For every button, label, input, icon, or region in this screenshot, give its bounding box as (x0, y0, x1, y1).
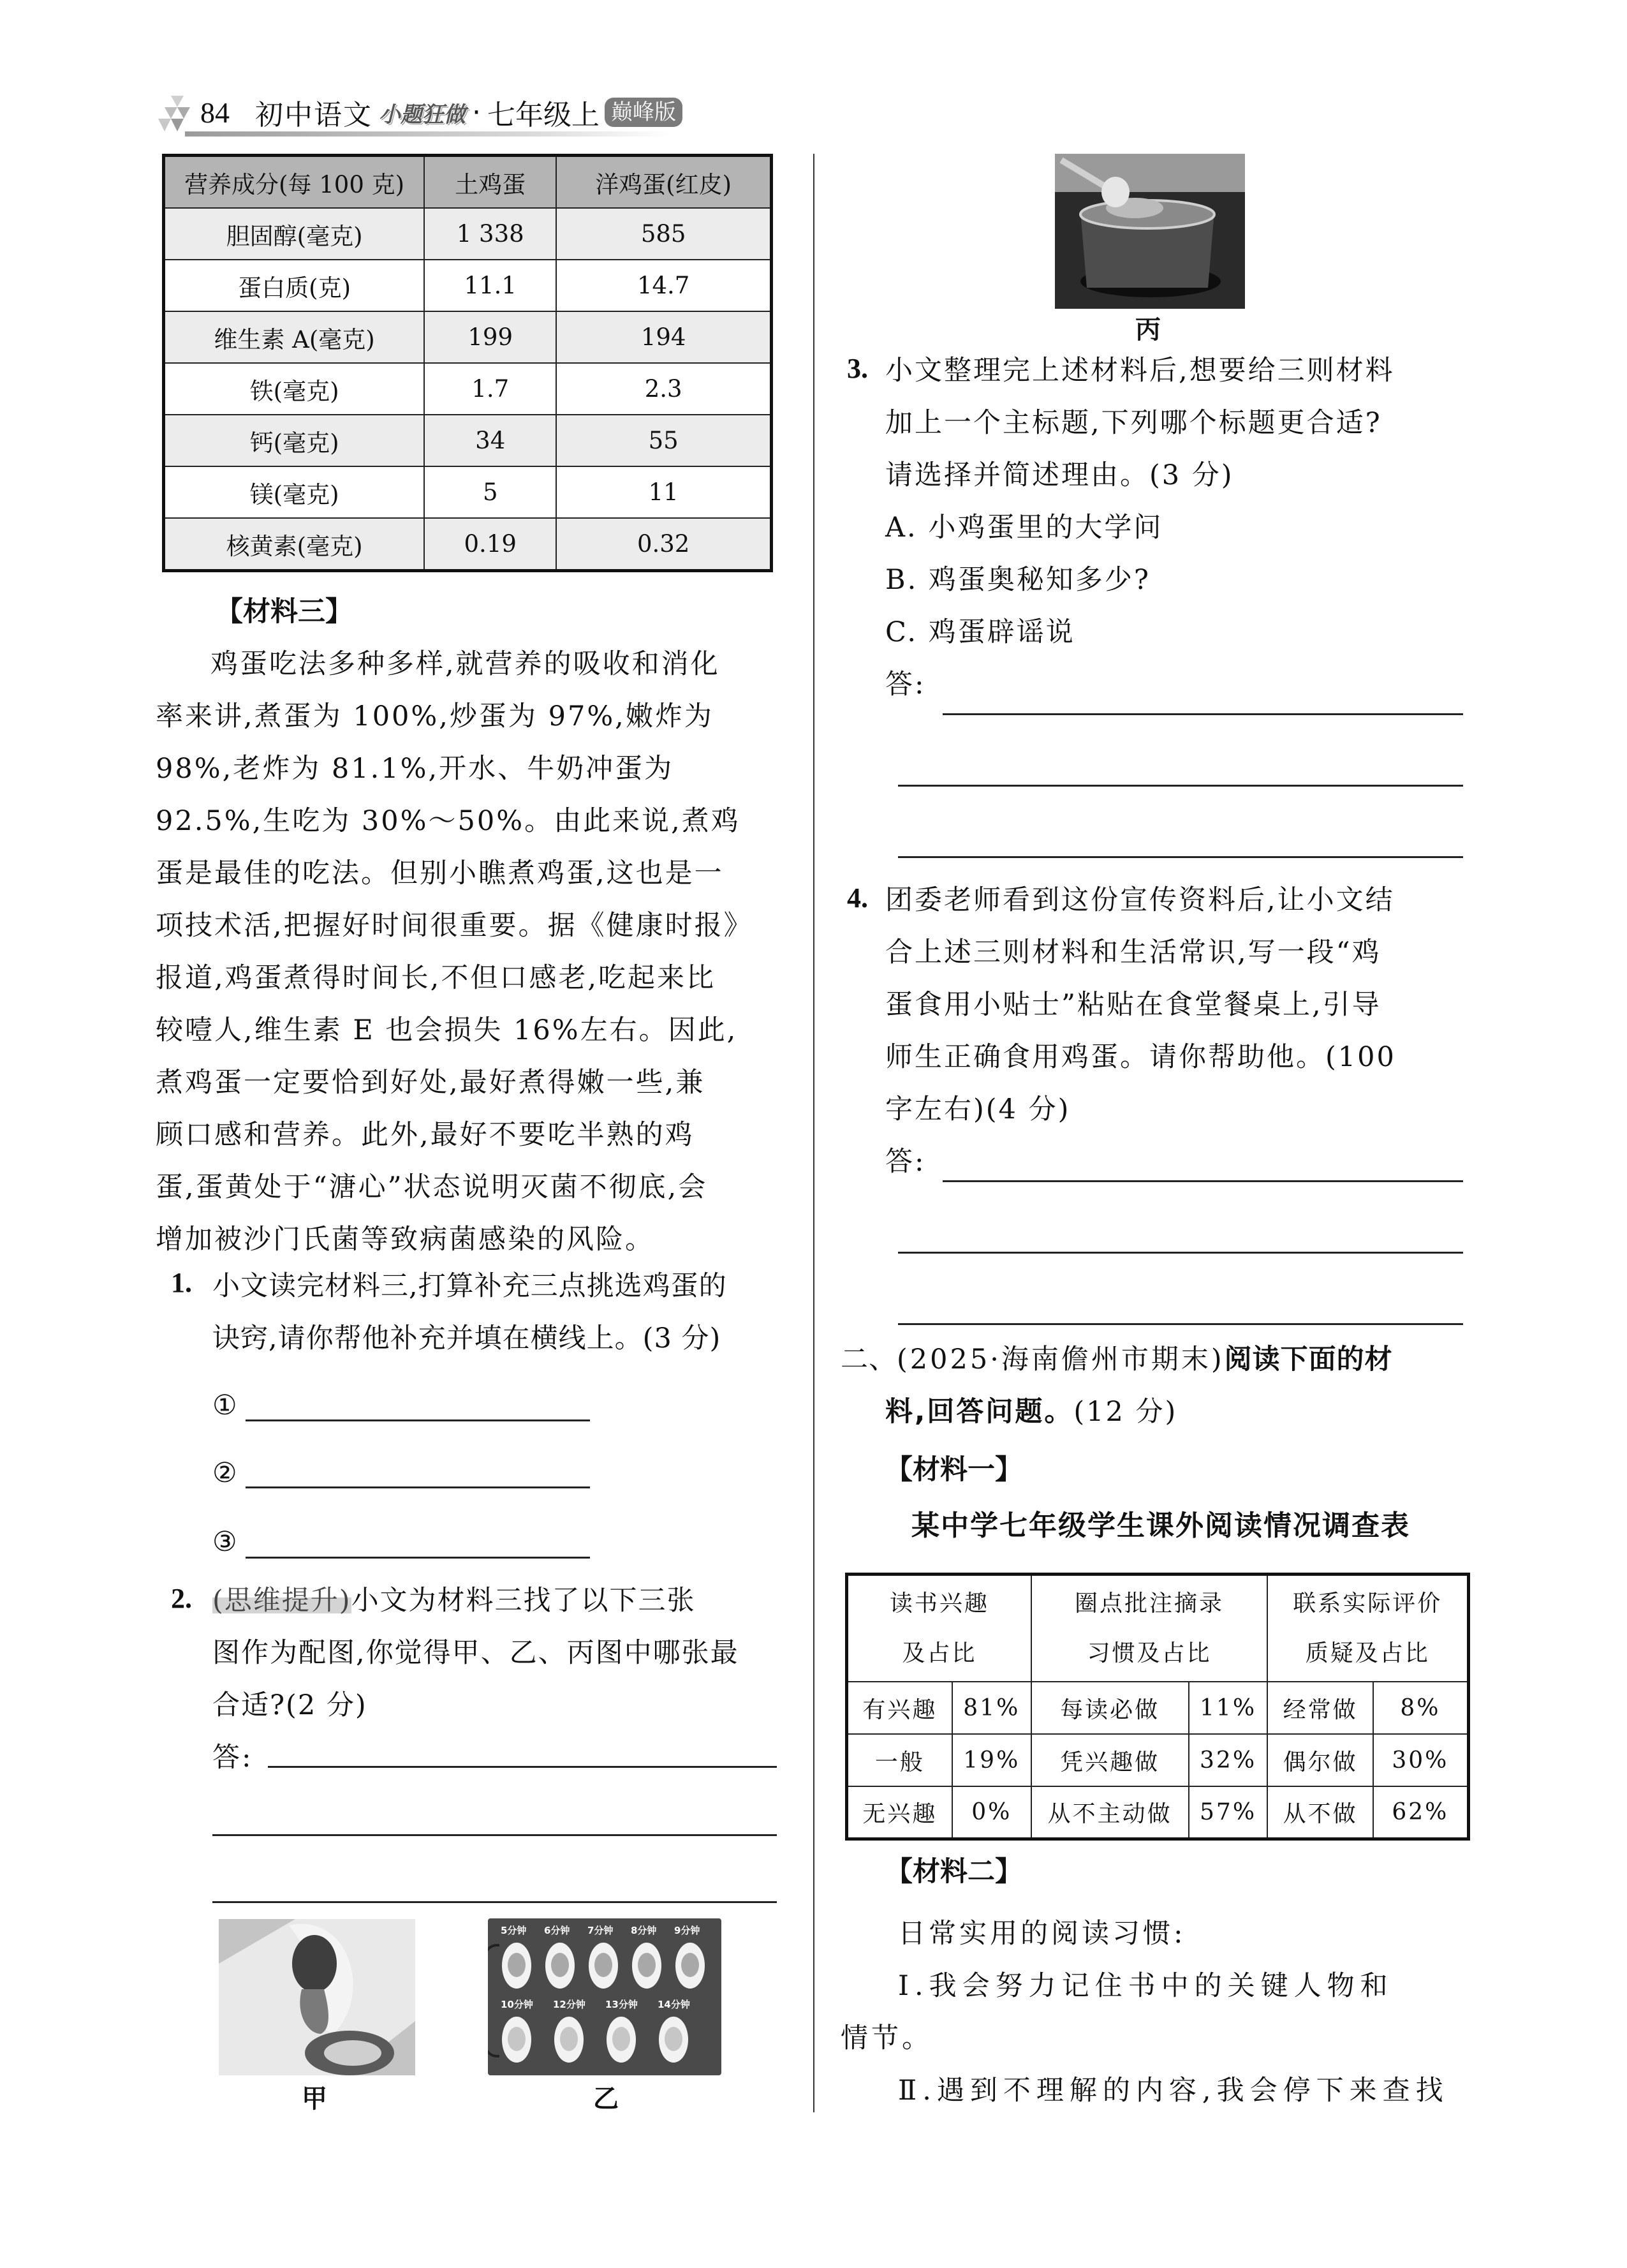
paragraph-line: 蛋,蛋黄处于“溏心”状态说明灭菌不彻底,会 (156, 1171, 708, 1203)
column-header: 洋鸡蛋(红皮) (556, 156, 771, 209)
answer-label: 答: (212, 1742, 253, 1774)
answer-line[interactable] (268, 1766, 777, 1768)
material2-item-1: Ⅰ.我会努力记住书中的关键人物和 (898, 1970, 1394, 2002)
table-cell: 11.1 (424, 260, 556, 311)
paragraph-line: 98%,老炸为 81.1%,开水、牛奶冲蛋为 (156, 753, 674, 785)
figure-jia-caption: 甲 (302, 2084, 327, 2114)
material2-item-2: Ⅱ.遇到不理解的内容,我会停下来查找 (898, 2075, 1449, 2107)
table-cell: 19% (952, 1734, 1031, 1786)
boiled-egg-half (554, 2017, 584, 2063)
paragraph-line: 顾口感和营养。此外,最好不要吃半熟的鸡 (156, 1119, 695, 1151)
column-header (1031, 1575, 1268, 1682)
table-cell: 57% (1189, 1786, 1268, 1839)
question-number: 2. (171, 1583, 192, 1614)
boiled-egg-half (607, 2017, 636, 2063)
question-first-line (212, 1575, 786, 1627)
table-cell: 5 (424, 466, 556, 518)
board-handle (488, 1944, 499, 2057)
boiled-egg-half (589, 1943, 618, 1989)
paragraph-line: 较噎人,维生素 E 也会损失 16%左右。因此, (156, 1014, 738, 1046)
material2-item-1-cont: 情节。 (841, 2022, 932, 2054)
table-cell: 经常做 (1267, 1682, 1373, 1734)
table-cell: 0% (952, 1786, 1031, 1839)
question-number: 4. (847, 882, 868, 914)
answer-label: 答: (885, 1146, 926, 1178)
question-text-line: 合适?(2 分) (212, 1689, 367, 1721)
header-line: 圈点批注摘录 (1075, 1590, 1225, 1617)
table-row (164, 260, 772, 311)
book-title: 初中语文 (255, 99, 372, 131)
table-cell: 199 (424, 311, 556, 363)
table-cell: 14.7 (556, 260, 771, 311)
table-cell: 一般 (847, 1734, 952, 1786)
answer-line[interactable] (898, 1252, 1463, 1254)
material2-label: 【材料二】 (885, 1856, 1022, 1888)
question-text-line: 字左右)(4 分) (885, 1093, 1071, 1125)
question-text-line: 加上一个主标题,下列哪个标题更合适? (885, 407, 1382, 439)
answer-line[interactable] (898, 856, 1463, 858)
table-cell: 0.19 (424, 518, 556, 571)
table-cell: 194 (556, 311, 771, 363)
egg-time-label: 7分钟 (587, 1925, 614, 1936)
answer-line[interactable] (212, 1901, 777, 1903)
egg-time-label: 5分钟 (501, 1925, 527, 1936)
egg-time-label: 6分钟 (544, 1925, 570, 1936)
figure-jia-image (219, 1919, 415, 2075)
table-cell: 34 (424, 415, 556, 466)
table-cell: 62% (1373, 1786, 1469, 1839)
egg-yolk (508, 2027, 526, 2051)
paragraph-line: 煮鸡蛋一定要恰到好处,最好煮得嫩一些,兼 (156, 1067, 705, 1099)
table-row (164, 363, 772, 415)
table-cell: 0.32 (556, 518, 771, 571)
section-instruction-cont: 料,回答问题。 (885, 1396, 1074, 1428)
question-text-line: 蛋食用小贴士”粘贴在食堂餐桌上,引导 (885, 989, 1381, 1021)
table-cell: 11% (1189, 1682, 1268, 1734)
table-cell: 585 (556, 208, 771, 260)
egg-time-label: 12分钟 (553, 1999, 585, 2010)
table-cell: 2.3 (556, 363, 771, 415)
table-cell: 每读必做 (1031, 1682, 1189, 1734)
table-cell: 32% (1189, 1734, 1268, 1786)
question-text-line: 小文读完材料三,打算补充三点挑选鸡蛋的 (212, 1270, 727, 1302)
edition-badge: 巅峰版 (605, 98, 682, 127)
header-separator: · (472, 96, 481, 129)
pot-with-egg-photo-icon (1055, 154, 1245, 309)
table-cell: 无兴趣 (847, 1786, 952, 1839)
table-cell: 镁(毫克) (164, 466, 425, 518)
answer-label: 答: (885, 669, 926, 700)
question-number: 3. (847, 353, 868, 384)
table-cell: 胆固醇(毫克) (164, 208, 425, 260)
table-cell: 核黄素(毫克) (164, 518, 425, 571)
nutrition-table-header (164, 156, 772, 209)
question-text-line: 师生正确食用鸡蛋。请你帮助他。(100 (885, 1041, 1396, 1073)
boiled-egg-half (675, 1943, 705, 1989)
thinking-tag: (思维提升) (212, 1585, 351, 1617)
figure-bing-image (1055, 154, 1245, 309)
option-b[interactable]: B. 鸡蛋奥秘知多少? (885, 564, 1151, 596)
egg-yolk (594, 1953, 612, 1977)
table-cell: 凭兴趣做 (1031, 1734, 1189, 1786)
answer-line[interactable] (943, 1180, 1463, 1182)
egg-time-label: 8分钟 (631, 1925, 657, 1936)
table-cell: 1.7 (424, 363, 556, 415)
table-row (164, 208, 772, 260)
question-number: 1. (171, 1267, 192, 1298)
paragraph-line: 率来讲,煮蛋为 100%,炒蛋为 97%,嫩炸为 (156, 700, 714, 732)
column-header (847, 1575, 1031, 1682)
header-triangle-decoration-icon (158, 96, 196, 134)
option-c[interactable]: C. 鸡蛋辟谣说 (885, 616, 1075, 648)
section-instruction: 阅读下面的材 (1224, 1344, 1393, 1375)
paragraph-line: 鸡蛋吃法多种多样,就营养的吸收和消化 (210, 648, 720, 680)
egg-yolk (508, 1953, 526, 1977)
blank-marker: ③ (212, 1526, 239, 1558)
table-cell: 钙(毫克) (164, 415, 425, 466)
header-line: 联系实际评价 (1293, 1590, 1443, 1617)
cracked-egg-photo-icon (219, 1919, 415, 2075)
egg-yolk (612, 2027, 630, 2051)
material3-paragraph (156, 638, 781, 1266)
option-a[interactable]: A. 小鸡蛋里的大学问 (885, 512, 1163, 544)
boiled-egg-half (659, 2017, 688, 2063)
question-text-line: 小文整理完上述材料后,想要给三则材料 (885, 355, 1395, 387)
answer-blank-1[interactable] (246, 1419, 590, 1421)
header-line: 习惯及占比 (1087, 1640, 1212, 1666)
column-divider (813, 154, 814, 2112)
table-row (164, 518, 772, 571)
table-row (847, 1682, 1469, 1734)
page-number: 84 (200, 96, 230, 129)
survey-table (845, 1573, 1470, 1841)
paragraph-line: 92.5%,生吃为 30%～50%。由此来说,煮鸡 (156, 805, 740, 837)
question-text-line: 请选择并简述理由。(3 分) (885, 459, 1234, 491)
table-row (847, 1786, 1469, 1839)
boiled-eggs-photo (488, 1918, 721, 2075)
table-cell: 蛋白质(克) (164, 260, 425, 311)
answer-line[interactable] (212, 1834, 777, 1836)
brand-logo: 小题狂做 (379, 101, 466, 128)
section-number: 二、 (841, 1344, 897, 1375)
answer-blank-3[interactable] (246, 1557, 590, 1559)
egg-yolk (551, 1953, 569, 1977)
boiled-egg-half (545, 1943, 575, 1989)
question-text-line: 团委老师看到这份宣传资料后,让小文结 (885, 884, 1395, 916)
boiled-egg-half (502, 2017, 531, 2063)
figure-yi-caption: 乙 (593, 2084, 619, 2114)
survey-header-row (847, 1575, 1469, 1682)
paragraph-line: 蛋是最佳的吃法。但别小瞧煮鸡蛋,这也是一 (156, 857, 724, 889)
table-cell: 偶尔做 (1267, 1734, 1373, 1786)
table-cell: 81% (952, 1682, 1031, 1734)
table-row (164, 466, 772, 518)
egg-time-label: 10分钟 (501, 1999, 533, 2010)
table-row (847, 1734, 1469, 1786)
answer-blank-2[interactable] (246, 1486, 590, 1488)
section-source: (2025·海南儋州市期末) (897, 1344, 1225, 1375)
table-cell: 从不主动做 (1031, 1786, 1189, 1839)
egg-time-label: 13分钟 (605, 1999, 638, 2010)
answer-line[interactable] (898, 1323, 1463, 1325)
egg-yolk (665, 2027, 682, 2051)
header-line: 读书兴趣 (889, 1590, 989, 1617)
column-header: 营养成分(每 100 克) (164, 156, 425, 209)
table-cell: 维生素 A(毫克) (164, 311, 425, 363)
survey-title: 某中学七年级学生课外阅读情况调查表 (911, 1509, 1410, 1542)
table-cell: 8% (1373, 1682, 1469, 1734)
egg-time-label: 9分钟 (674, 1925, 700, 1936)
column-header (1267, 1575, 1468, 1682)
grade-label: 七年级上 (487, 99, 600, 131)
question-text-line: 小文为材料三找了以下三张 (351, 1585, 696, 1617)
egg-yolk (638, 1953, 656, 1977)
material1-label: 【材料一】 (885, 1454, 1022, 1486)
blank-marker: ② (212, 1457, 239, 1489)
answer-line[interactable] (943, 713, 1463, 715)
egg-yolk (560, 2027, 578, 2051)
table-cell: 1 338 (424, 208, 556, 260)
section-score: (12 分) (1073, 1396, 1178, 1428)
header-line: 及占比 (902, 1640, 977, 1666)
nutrition-table (162, 154, 773, 572)
paragraph-line: 项技术活,把握好时间很重要。据《健康时报》 (156, 910, 753, 942)
table-cell: 11 (556, 466, 771, 518)
table-cell: 30% (1373, 1734, 1469, 1786)
header-title-row (200, 94, 682, 130)
question-text-line: 合上述三则材料和生活常识,写一段“鸡 (885, 937, 1381, 968)
boiled-egg-half (502, 1943, 531, 1989)
table-row (164, 415, 772, 466)
column-header: 土鸡蛋 (424, 156, 556, 209)
blank-marker: ① (212, 1390, 239, 1421)
question-text-line: 图作为配图,你觉得甲、乙、丙图中哪张最 (212, 1637, 739, 1669)
header-line: 质疑及占比 (1305, 1640, 1430, 1666)
material2-intro: 日常实用的阅读习惯: (898, 1918, 1186, 1950)
material3-label: 【材料三】 (216, 596, 353, 628)
table-cell: 有兴趣 (847, 1682, 952, 1734)
egg-yolk (681, 1953, 699, 1977)
egg-time-label: 14分钟 (658, 1999, 690, 2010)
table-cell: 55 (556, 415, 771, 466)
boiled-egg-half (632, 1943, 661, 1989)
paragraph-line: 增加被沙门氏菌等致病菌感染的风险。 (156, 1224, 654, 1256)
answer-line[interactable] (898, 785, 1463, 787)
paragraph-line: 报道,鸡蛋煮得时间长,不但口感老,吃起来比 (156, 962, 716, 994)
table-row (164, 311, 772, 363)
table-cell: 从不做 (1267, 1786, 1373, 1839)
table-cell: 铁(毫克) (164, 363, 425, 415)
figure-bing-caption: 丙 (1135, 315, 1161, 345)
question-text-line: 诀窍,请你帮他补充并填在横线上。(3 分) (212, 1323, 721, 1354)
